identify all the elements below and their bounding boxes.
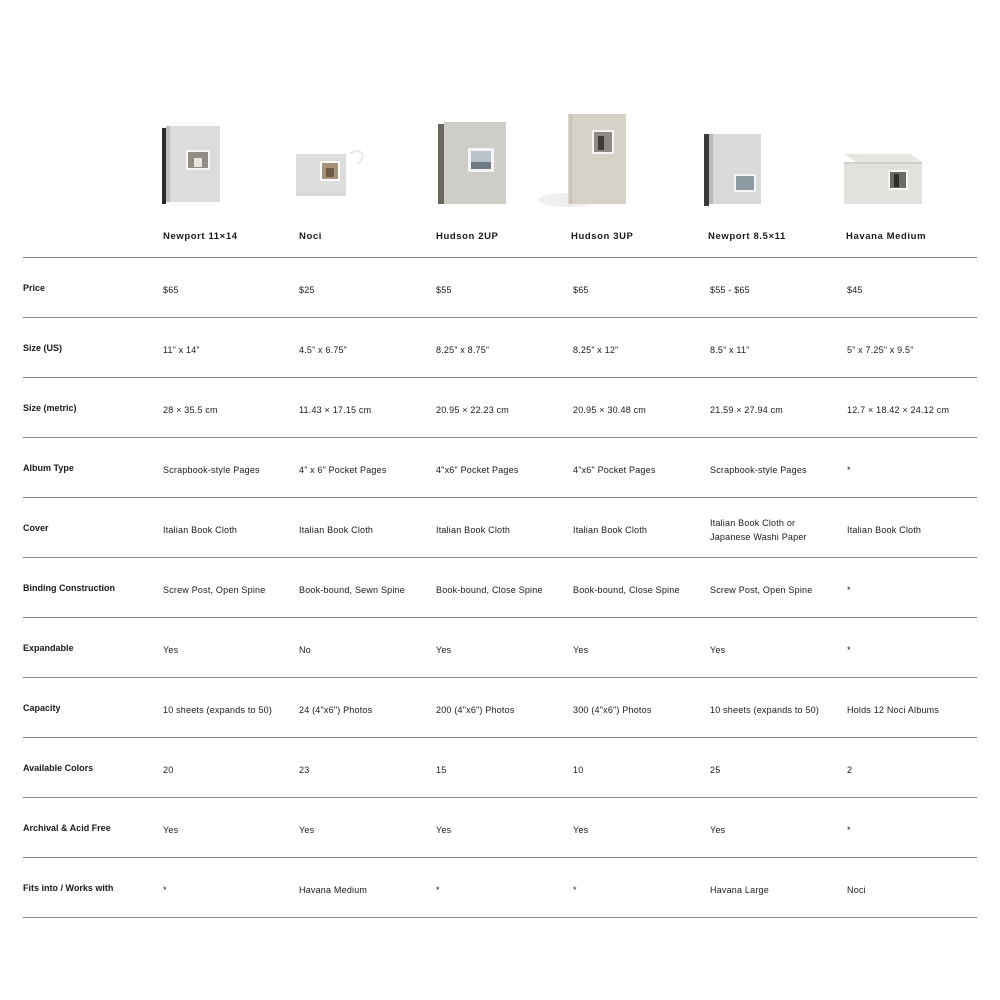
cell: $45 [847,285,863,295]
newport-8-5x11-album-image [702,108,832,212]
cell: Yes [436,645,452,655]
cell: 4.5” x 6.75” [299,345,347,355]
cell: Book-bound, Sewn Spine [299,585,405,595]
cell: Italian Book Cloth [573,525,648,535]
row-label: Size (US) [23,343,63,353]
cell: * [163,885,167,895]
row-label: Album Type [23,463,74,473]
row-label: Size (metric) [23,403,77,413]
cell: No [299,645,311,655]
row-size-metric [23,377,977,438]
product-name-newport-11x14: Newport 11×14 [163,231,238,242]
cell: 24 (4"x6") Photos [299,705,373,715]
noci-album-image [294,108,424,212]
cell: Havana Large [710,885,769,895]
product-name-hudson-2up: Hudson 2UP [436,231,499,242]
cell: Yes [163,825,179,835]
cell: 5” x 7.25” x 9.5” [847,345,914,355]
cell: $25 [299,285,315,295]
cell: 11” x 14” [163,345,200,355]
cell: * [847,585,851,595]
cell: 10 [573,765,584,775]
cell: 20.95 × 22.23 cm [436,405,509,415]
cell: Italian Book Cloth [436,525,511,535]
cell: 10 sheets (expands to 50) [710,705,820,715]
row-label: Expandable [23,643,74,653]
cell: * [847,645,851,655]
cell: Book-bound, Close Spine [573,585,680,595]
cell: 25 [710,765,721,775]
cell: 2 [847,765,853,775]
cell: Holds 12 Noci Albums [847,705,940,715]
row-size-us [23,317,977,378]
cell: Scrapbook-style Pages [710,465,807,475]
row-expandable [23,617,977,678]
product-name-noci: Noci [299,231,322,242]
cell: $55 - $65 [710,285,750,295]
cell: 4"x6" Pocket Pages [573,465,656,475]
cell: Yes [163,645,179,655]
cell: 20 [163,765,174,775]
product-name-havana-medium: Havana Medium [846,231,927,242]
cell: Scrapbook-style Pages [163,465,260,475]
cell: 8.25” x 12” [573,345,619,355]
cell: Italian Book Cloth or Japanese Washi Paper [710,518,807,542]
cell: 20.95 × 30.48 cm [573,405,646,415]
cell: $55 [436,285,452,295]
cell: 10 sheets (expands to 50) [163,705,273,715]
cell: 23 [299,765,310,775]
row-capacity [23,677,977,738]
cell: Book-bound, Close Spine [436,585,543,595]
row-fits-into [23,857,977,918]
row-label: Capacity [23,703,61,713]
cell: Yes [710,825,726,835]
cell: Italian Book Cloth [163,525,238,535]
cell: Italian Book Cloth [847,525,922,535]
row-label: Cover [23,523,49,533]
newport-11x14-album-image [160,108,290,212]
row-available-colors [23,737,977,798]
cell: Screw Post, Open Spine [710,585,813,595]
cell: 200 (4"x6") Photos [436,705,515,715]
cell: Screw Post, Open Spine [163,585,266,595]
row-label: Binding Construction [23,583,115,593]
cell: 300 (4"x6") Photos [573,705,652,715]
cell: Italian Book Cloth [299,525,374,535]
cell: 21.59 × 27.94 cm [710,405,783,415]
hudson-3up-album-image [536,108,666,212]
cell: Yes [436,825,452,835]
cell: $65 [163,285,179,295]
cell: * [847,465,851,475]
row-label: Archival & Acid Free [23,823,111,833]
cell: 28 × 35.5 cm [163,405,218,415]
product-name-hudson-3up: Hudson 3UP [571,231,634,242]
cell: Yes [299,825,315,835]
cell: Yes [573,645,589,655]
cell: Noci [847,885,866,895]
cell: 8.25” x 8.75” [436,345,490,355]
havana-medium-box-image [840,108,970,212]
cell: 11.43 × 17.15 cm [299,405,372,415]
cell: 8.5” x 11” [710,345,750,355]
cell: * [436,885,440,895]
row-album-type [23,437,977,498]
row-label: Price [23,283,46,293]
cell: 4"x6" Pocket Pages [436,465,519,475]
cell: $65 [573,285,589,295]
cell: Havana Medium [299,885,368,895]
row-binding-construction [23,557,977,618]
row-price [23,257,977,318]
row-label: Available Colors [23,763,94,773]
row-cover [23,497,977,558]
cell: 4” x 6” Pocket Pages [299,465,387,475]
row-label: Fits into / Works with [23,883,114,893]
row-archival-acid-free [23,797,977,858]
product-name-newport-8-5x11: Newport 8.5×11 [708,231,786,242]
cell: 15 [436,765,447,775]
cell: Yes [710,645,726,655]
cell: * [573,885,577,895]
cell: * [847,825,851,835]
cell: Yes [573,825,589,835]
cell: 12.7 × 18.42 × 24.12 cm [847,405,950,415]
